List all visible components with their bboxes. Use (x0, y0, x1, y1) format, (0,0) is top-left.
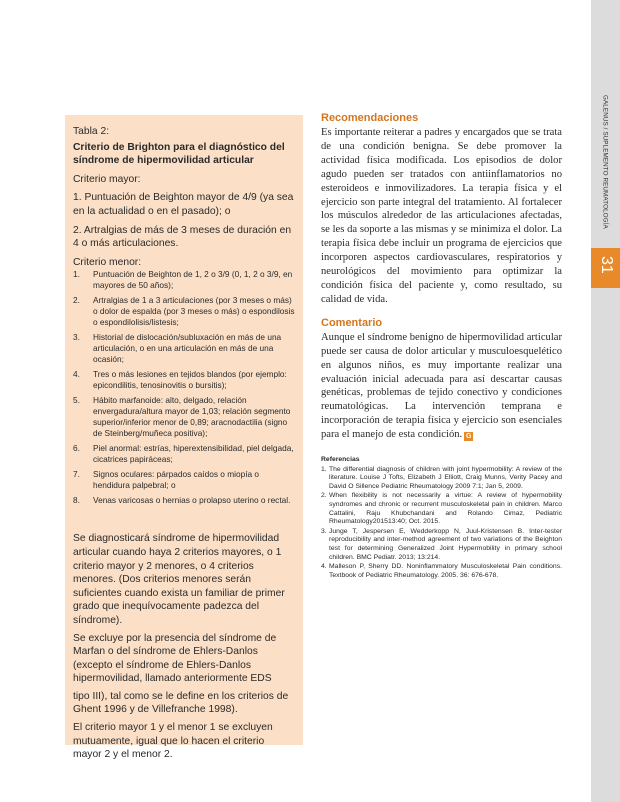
table-note: El criterio mayor 1 y el menor 1 se excluyen mutuamente, igual que lo hacen el criterio mayor 2 y el menor 2. (73, 722, 273, 761)
reference-text: Junge T, Jespersen E, Wedderkopp N, Juul-Kristensen B. Inter-tester reproducibility and inter-method agreement of two variations of the Beighton test for determining Generalized Joint Hypermobility in primary school children. BMC Pediatr. 2013; 13:214. (329, 527, 562, 561)
item-text: Historial de dislocación/subluxación en más de una articulación, o en una articulación en más de una ocasión; (93, 332, 282, 365)
table-note: Se excluye por la presencia del síndrome de Marfan o del síndrome de Ehlers-Danlos (excepto el síndrome de Ehlers-Danlos hipermovilidad, llamado anteriormente EDS (73, 632, 277, 685)
list-item (73, 443, 295, 465)
item-number: 7. (73, 469, 80, 480)
reference-item (321, 492, 562, 526)
list-item (73, 395, 295, 439)
comentario-heading: Comentario (321, 316, 383, 329)
item-text: Venas varicosas o hernias o prolapso uterino o rectal. (93, 495, 291, 506)
item-text: Piel anormal: estrías, hiperextensibilidad, piel delgada, cicatrices papiráceas; (93, 443, 294, 465)
item-number: 1. (73, 269, 80, 280)
list-item (73, 295, 295, 328)
references (321, 456, 562, 580)
list-item (73, 495, 295, 506)
reference-number: 4. (321, 563, 327, 571)
major-item: 2. Artralgias de más de 3 meses de duración en 4 o más articulaciones. (73, 224, 292, 250)
item-text: Tres o más lesiones en tejidos blandos (por ejemplo: epicondilitis, tenosinovitis o bursitis); (93, 369, 287, 391)
reference-text: Malleson P, Sherry DD. Noninflammatory Musculoskeletal Pain conditions. Textbook of Pediatric Rheumatology. 2005. 36: 676-678. (329, 563, 562, 579)
item-text: Puntuación de Beighton de 1, 2 o 3/9 (0, 1, 2 o 3/9, en mayores de 50 años); (93, 269, 293, 291)
reference-text: When flexibility is not necessarily a virtue: A review of hypermobility syndromes and chronic or recurrent musculoskeletal pain in children. Marco Cattalini, Raju Khubchandani and Rolando Cimaz, Pediatric Rheumatology201513:40; Oct. 2015. (329, 492, 562, 526)
reference-text: The differential diagnosis of children with joint hypermobility: A review of the literature. Louise J Tofts, Elizabeth J Elliott, Craig Munns, Verity Pacey and David O Sillence Pediatric Rheumatology 2009 7:1; Jan 5, 2009. (329, 465, 562, 490)
item-text: Hábito marfanoide: alto, delgado, relación envergadura/altura mayor de 1,03; relación segmento superior/inferior menor de 0,89; aracnodactilia (signo de Steinberg/muñeca positiva); (93, 395, 291, 439)
reference-item (321, 466, 562, 492)
comentario-text: Aunque el síndrome benigno de hipermovilidad articular puede ser causa de dolor articular y musculoesquelético en algunos niños, es muy importante realizar una evaluación inicial adecuada para así descartar causas genéticas, problemas de tejido conectivo y condiciones reumatológicas. La intervención temprana e incorporación de terapia física y ejercicio son esenciales para el manejo de esta condición. (321, 331, 562, 441)
table-notes (73, 532, 295, 762)
item-number: 5. (73, 395, 80, 406)
recomendaciones-heading: Recomendaciones (321, 112, 419, 124)
reference-number: 2. (321, 492, 327, 500)
list-item (73, 469, 295, 491)
minor-criteria-list (73, 269, 295, 506)
end-mark-icon: G (465, 433, 472, 441)
page-number: 31 (598, 256, 615, 274)
minor-heading: Criterio menor: (73, 256, 142, 268)
comentario-paragraph (321, 331, 562, 442)
table-title: Criterio de Brighton para el diagnóstico del síndrome de hipermovilidad articular (73, 141, 285, 167)
criteria-table (65, 115, 303, 761)
page-number-tab (591, 248, 620, 288)
reference-number: 1. (321, 465, 327, 473)
item-number: 6. (73, 443, 80, 454)
item-number: 8. (73, 495, 80, 506)
article-column (321, 112, 562, 581)
references-title: Referencias (321, 456, 360, 464)
running-title: GALENUS / SUPLEMENTO REUMATOLOGÍA (601, 95, 609, 229)
list-item (73, 332, 295, 365)
list-item (73, 269, 295, 291)
references-list (321, 466, 562, 581)
reference-item (321, 563, 562, 580)
list-item (73, 369, 295, 391)
item-text: Artralgias de 1 a 3 articulaciones (por 3 meses o más) o dolor de espalda (por 3 meses o más) o espondilosis o espondilolisis/listesis; (93, 295, 295, 328)
item-number: 3. (73, 332, 80, 343)
table-note: Se diagnosticará síndrome de hipermovilidad articular cuando haya 2 criterios mayores, o 1 criterio mayor y 2 menores, o 4 criterios menores. (Dos criterios menores serán suficientes cuando exista un familiar de primer grado que inequívocamente padezca del síndrome). (73, 533, 285, 626)
table-note: tipo III), tal como se le define en los criterios de Ghent 1996 y de Villefranche 1998). (73, 690, 289, 716)
table-label: Tabla 2: (73, 126, 110, 137)
major-heading: Criterio mayor: (73, 173, 141, 185)
recomendaciones-text: Es importante reiterar a padres y encargados que se trata de una condición benigna. Se debe promover la actividad física modificada. Los episodios de dolor agudo pueden ser tratados con antiinflamatorios no esteroideos e inmovilizadores. La terapia física y el ejercicio son parte integral del tratamiento. Al fortalecer los músculos alrededor de las articulaciones afectadas, se les da soporte a las mismas y se minimiza el dolor. La terapia física debe incluir un programa de ejercicios que incorporen aspectos cardiovasculares, respiratorios y neurológicos del movimiento para optimizar la condición física del paciente y, como resultado, su calidad de vida. (321, 127, 562, 305)
major-item: 1. Puntuación de Beighton mayor de 4/9 (ya sea en la actualidad o en el pasado); o (73, 192, 294, 217)
item-number: 4. (73, 369, 80, 380)
reference-item (321, 528, 562, 562)
reference-number: 3. (321, 527, 327, 535)
item-text: Signos oculares: párpados caídos o miopía o hendidura palpebral; o (93, 469, 260, 491)
item-number: 2. (73, 295, 80, 306)
